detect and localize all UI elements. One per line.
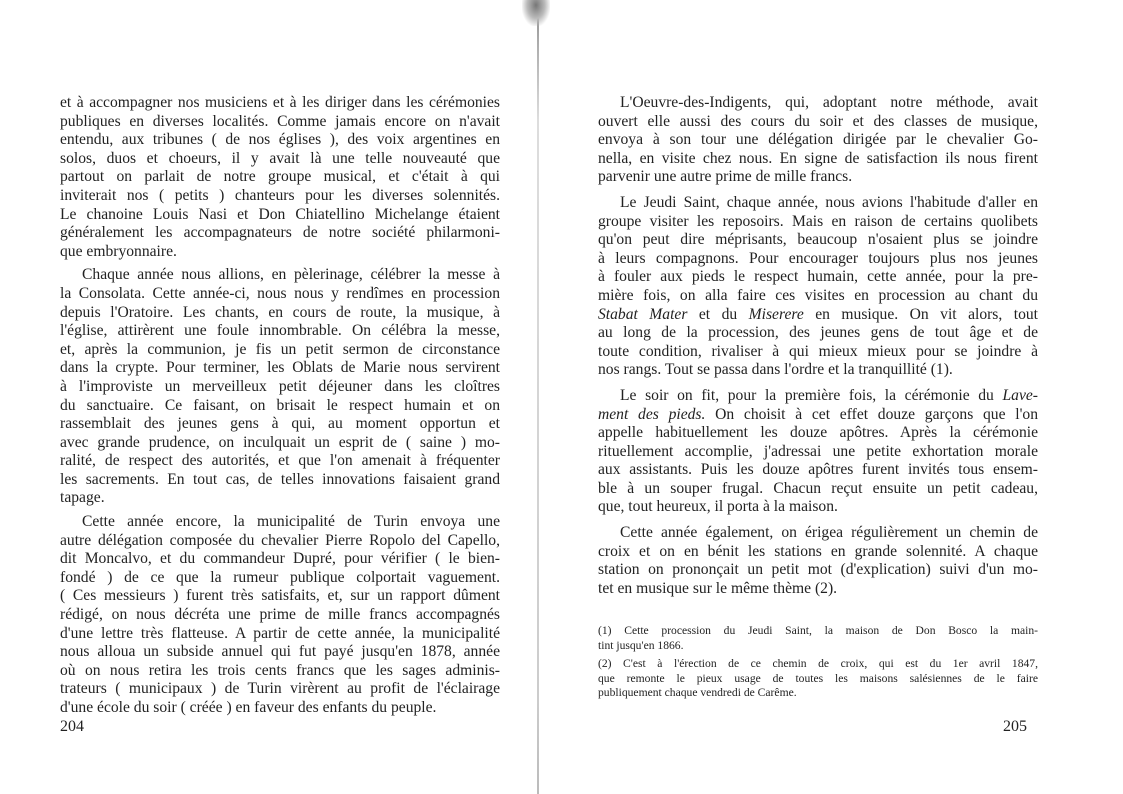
text-line: tint jusqu'en 1866. bbox=[598, 638, 684, 652]
text-line: dans la crypte. Pour terminer, les Oblats de Marie nous servirent bbox=[60, 359, 500, 377]
text-line: avec grande prudence, on inculquait un esprit de ( saine ) mo- bbox=[60, 433, 500, 451]
text-line: du sanctuaire. Ce faisant, on brisait le respect humain et on bbox=[60, 396, 500, 414]
paragraph bbox=[598, 524, 1038, 598]
text-line: Le Jeudi Saint, chaque année, nous avions l'habitude d'aller en bbox=[620, 193, 1038, 211]
text-line: l'église, attirèrent une foule innombrable. On célébra la messe, bbox=[60, 322, 500, 340]
paragraph bbox=[598, 194, 1038, 380]
text-line: groupe visiter les reposoirs. Mais en raison de certains quolibets bbox=[598, 212, 1038, 230]
text-line: que, tout heureux, il porta à la maison. bbox=[598, 498, 838, 516]
text-line: L'Oeuvre-des-Indigents, qui, adoptant notre méthode, avait bbox=[620, 94, 1038, 111]
book-gutter bbox=[537, 0, 539, 794]
text-line: les sacrements. En tout cas, de telles innovations faisaient grand bbox=[60, 470, 500, 488]
text-line: Cette année également, on érigea régulièrement un chemin de bbox=[620, 524, 1038, 542]
text-segment: et du bbox=[687, 305, 749, 323]
text-line: station on prononçait un petit mot (d'explication) suivi d'un mo- bbox=[598, 561, 1038, 579]
text-line bbox=[598, 406, 1038, 425]
page-number-left: 204 bbox=[60, 718, 84, 735]
text-line: à leurs compagnons. Pour encourager toujours plus nos jeunes bbox=[598, 249, 1038, 267]
text-line bbox=[598, 306, 1038, 325]
text-line: dit Moncalvo, et du commandeur Dupré, pour vérifier ( le bien- bbox=[60, 550, 500, 568]
text-line bbox=[598, 387, 1038, 406]
text-line: au long de la procession, des jeunes gens de tout âge et de bbox=[598, 324, 1038, 342]
text-line: rédigé, on nous décréta une prime de mille francs accompagnés bbox=[60, 606, 500, 624]
text-line: à l'improviste un merveilleux petit déjeuner dans les cloîtres bbox=[60, 377, 500, 395]
paragraph bbox=[60, 266, 500, 508]
text-segment: en musique. On vit alors, tout bbox=[803, 305, 1038, 323]
text-line: envoya à son tour une délégation dirigée par le chevalier Go- bbox=[598, 131, 1038, 149]
text-line: depuis l'Oratoire. Les chants, en cours de route, la musique, à bbox=[60, 303, 500, 321]
text-line: nous alloua un subside annuel qui fut payé jusqu'en 1878, année bbox=[60, 643, 500, 661]
text-line: fondé ) de ce que la rumeur publique colportait vaguement. bbox=[60, 568, 500, 586]
text-line: nos rangs. Tout se passa dans l'ordre et la tranquillité (1). bbox=[598, 361, 953, 379]
text-line: généralement les accompagnateurs de notre société philarmoni- bbox=[60, 224, 500, 242]
footnotes bbox=[598, 624, 1038, 701]
text-line: Cette année encore, la municipalité de Turin envoya une bbox=[82, 513, 500, 531]
left-page-text bbox=[60, 94, 500, 723]
text-line: à fouler aux pieds le respect humain, cette année, pour la pre- bbox=[598, 268, 1038, 286]
text-line: d'une école du soir ( créée ) en faveur des enfants du peuple. bbox=[60, 699, 437, 716]
text-line: Le chanoine Louis Nasi et Don Chiatellino Michelange étaient bbox=[60, 205, 500, 223]
text-line: ralité, de respect des autorités, et que l'on amenait à fréquenter bbox=[60, 452, 500, 470]
italic-text: Lave- bbox=[1002, 386, 1038, 404]
text-line: où on nous retira les trois cents francs que les sages adminis- bbox=[60, 661, 500, 679]
text-line: mière fois, on alla faire ces visites en procession au chant du bbox=[598, 286, 1038, 304]
text-line: autre délégation composée du chevalier Pierre Ropolo del Capello, bbox=[60, 531, 500, 549]
text-line: tapage. bbox=[60, 489, 105, 507]
text-line: croix et on en bénit les stations en grande solennité. A chaque bbox=[598, 542, 1038, 560]
text-line: aux assistants. Puis les douze apôtres furent invités tous ensem- bbox=[598, 461, 1038, 479]
text-line: tet en musique sur le même thème (2). bbox=[598, 579, 838, 597]
paragraph bbox=[598, 94, 1038, 187]
text-line: Chaque année nous allions, en pèlerinage, célébrer la messe à bbox=[82, 266, 500, 284]
text-line: rassemblait des jeunes gens à qui, au moment opportun et bbox=[60, 415, 500, 433]
italic-text: ment des pieds. bbox=[598, 405, 706, 423]
text-line: appelle habituellement les douze apôtres. Après la cérémonie bbox=[598, 424, 1038, 442]
text-line: et, après la communion, je fis un petit sermon de circonstance bbox=[60, 340, 500, 358]
page-number-right: 205 bbox=[1003, 718, 1027, 735]
paragraph bbox=[60, 94, 500, 261]
text-line: entendu, aux tribunes ( de nos églises ), des voix argentines en bbox=[60, 131, 500, 149]
text-line: ( Ces messieurs ) furent très satisfaits, et, sur un rapport dûment bbox=[60, 587, 500, 605]
italic-text: Stabat Mater bbox=[598, 305, 688, 323]
text-line: que embryonnaire. bbox=[60, 242, 177, 260]
text-line: et à accompagner nos musiciens et à les diriger dans les cérémonies bbox=[60, 94, 500, 111]
text-line: (1) Cette procession du Jeudi Saint, la maison de Don Bosco la main- bbox=[598, 624, 1038, 638]
text-line: la Consolata. Cette année-ci, nous nous y rendîmes en procession bbox=[60, 284, 500, 302]
right-page-text bbox=[598, 94, 1038, 705]
paragraph bbox=[598, 387, 1038, 517]
text-line: (2) C'est à l'érection de ce chemin de croix, qui est du 1er avril 1847, bbox=[598, 657, 1038, 671]
text-line: ouvert elle aussi des cours du soir et des classes de musique, bbox=[598, 112, 1038, 130]
text-line: publiques en diverses localités. Comme jamais encore on n'avait bbox=[60, 112, 500, 130]
text-line: partout on parlait de notre groupe musical, et c'était à qui bbox=[60, 168, 500, 186]
footnote bbox=[598, 657, 1038, 701]
text-line: qu'on peut dire méprisants, beaucoup n'osaient plus se joindre bbox=[598, 231, 1038, 249]
text-line: nella, en visite chez nous. En signe de satisfaction ils nous firent bbox=[598, 149, 1038, 167]
text-line: ble à un souper frugal. Chacun reçut ensuite un petit cadeau, bbox=[598, 479, 1038, 497]
text-line: d'une lettre très flatteuse. A partir de cette année, la municipalité bbox=[60, 624, 500, 642]
paragraph bbox=[60, 513, 500, 718]
text-segment: Le soir on fit, pour la première fois, la cérémonie du bbox=[620, 386, 1003, 404]
text-line: toute condition, rivaliser à qui mieux mieux pour se joindre à bbox=[598, 342, 1038, 360]
footnote bbox=[598, 624, 1038, 653]
text-line: inviterait nos ( petits ) chanteurs pour les diverses solennités. bbox=[60, 186, 500, 204]
text-line: parvenir une autre prime de mille francs. bbox=[598, 168, 853, 186]
text-segment: On choisit à cet effet douze garçons que l'on bbox=[705, 405, 1038, 423]
text-line: solos, duos et choeurs, il y avait là une telle nouveauté que bbox=[60, 149, 500, 167]
text-line: publiquement chaque vendredi de Carême. bbox=[598, 686, 797, 700]
text-line: que remonte le pieux usage de toutes les maisons salésiennes de le faire bbox=[598, 671, 1038, 685]
italic-text: Miserere bbox=[748, 305, 804, 323]
text-line: rituellement accomplie, j'adressai une petite exhortation morale bbox=[598, 442, 1038, 460]
text-line: trateurs ( municipaux ) de Turin virèrent au profit de l'éclairage bbox=[60, 680, 500, 698]
scan-smudge bbox=[522, 0, 550, 26]
